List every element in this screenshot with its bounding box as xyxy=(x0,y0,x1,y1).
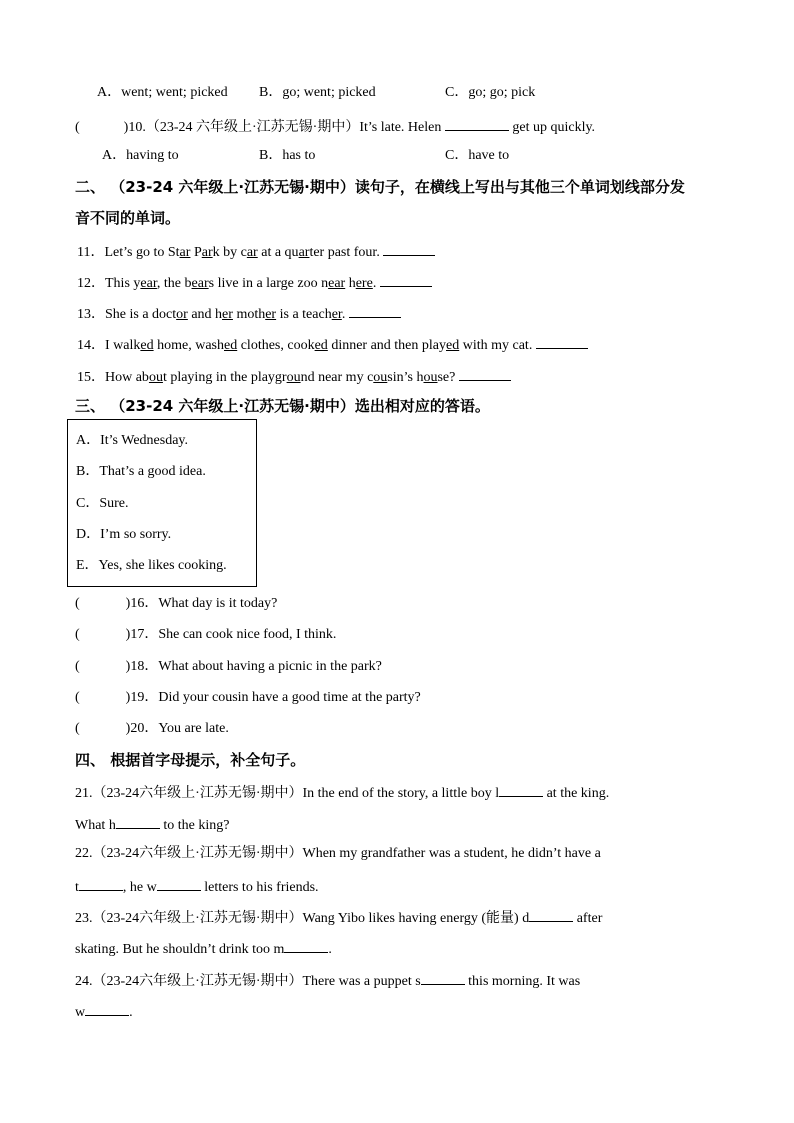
q14-sentence: 14．I walked home, washed clothes, cooked dinner and then played with my cat. xyxy=(77,334,588,355)
q22-line2: t , he w letters to his friends. xyxy=(75,876,319,897)
section4-title: 四、 根据首字母提示，补全句子。 xyxy=(75,751,306,769)
q10-option-c: C．have to xyxy=(445,148,510,163)
answer-options-box xyxy=(67,419,257,587)
q10-text: 10.（23-24 六年级上·江苏无锡·期中）It’s late. Helen xyxy=(128,120,442,135)
q9-option-b: B．go; went; picked xyxy=(259,85,376,100)
section2-title-line1: 二、 （23-24 六年级上·江苏无锡·期中）读句子，在横线上写出与其他三个单词划线部分发 xyxy=(75,178,685,196)
q24-blank-2[interactable] xyxy=(85,1001,129,1016)
q21-line2: What h to the king? xyxy=(75,814,229,835)
q23-line2: skating. But he shouldn’t drink too m . xyxy=(75,938,332,959)
q10-option-b: B．has to xyxy=(259,148,316,163)
q10-text-end: get up quickly. xyxy=(512,120,596,135)
answer-paren-open: ( xyxy=(75,120,80,135)
q12-blank[interactable] xyxy=(380,272,432,287)
answer-option-a: A．It’s Wednesday. xyxy=(76,433,189,448)
q18-question: ( )18．What about having a picnic in the park? xyxy=(75,659,382,674)
q23-line1: 23.（23-24六年级上·江苏无锡·期中）Wang Yibo likes having energy (能量) d after xyxy=(75,907,602,928)
q13-blank[interactable] xyxy=(349,303,401,318)
q21-blank-1[interactable] xyxy=(499,782,543,797)
q11-blank[interactable] xyxy=(383,241,435,256)
section2-title-line2: 音不同的单词。 xyxy=(75,209,181,227)
section3-title: 三、 （23-24 六年级上·江苏无锡·期中）选出相对应的答语。 xyxy=(75,397,490,415)
q23-blank-1[interactable] xyxy=(529,907,573,922)
q9-option-c: C．go; go; pick xyxy=(445,85,536,100)
q16-question: ( )16．What day is it today? xyxy=(75,596,278,611)
q21-line1: 21.（23-24六年级上·江苏无锡·期中）In the end of the story, a little boy l at the king. xyxy=(75,782,609,803)
q15-sentence: 15．How about playing in the playground near my cousin’s house? xyxy=(77,366,511,387)
answer-option-d: D．I’m so sorry. xyxy=(76,527,172,542)
q22-line1: 22.（23-24六年级上·江苏无锡·期中）When my grandfather was a student, he didn’t have a xyxy=(75,846,601,861)
q22-blank-1[interactable] xyxy=(79,876,123,891)
answer-option-b: B．That’s a good idea. xyxy=(76,464,206,479)
q20-question: ( )20．You are late. xyxy=(75,721,229,736)
answer-paren-close: ) xyxy=(123,120,129,135)
q24-blank-1[interactable] xyxy=(421,970,465,985)
q10-option-a: A．having to xyxy=(102,148,179,163)
q24-line2: w . xyxy=(75,1001,133,1022)
q17-question: ( )17．She can cook nice food, I think. xyxy=(75,627,337,642)
q12-sentence: 12．This year, the bears live in a large zoo near here. xyxy=(77,272,432,293)
q23-blank-2[interactable] xyxy=(284,938,328,953)
answer-option-c: C．Sure. xyxy=(76,496,129,511)
q21-blank-2[interactable] xyxy=(116,814,160,829)
q9-option-a: A．went; went; picked xyxy=(97,85,228,100)
q11-sentence: 11．Let’s go to Star Park by car at a quarter past four. xyxy=(77,241,435,262)
q24-line1: 24.（23-24六年级上·江苏无锡·期中）There was a puppet s this morning. It was xyxy=(75,970,580,991)
q14-blank[interactable] xyxy=(536,334,588,349)
q10-question xyxy=(75,116,595,137)
q15-blank[interactable] xyxy=(459,366,511,381)
q22-blank-2[interactable] xyxy=(157,876,201,891)
q19-question: ( )19．Did your cousin have a good time at the party? xyxy=(75,690,421,705)
q10-blank[interactable] xyxy=(445,116,509,131)
answer-option-e: E．Yes, she likes cooking. xyxy=(76,558,227,573)
q13-sentence: 13．She is a doctor and her mother is a teacher. xyxy=(77,303,401,324)
